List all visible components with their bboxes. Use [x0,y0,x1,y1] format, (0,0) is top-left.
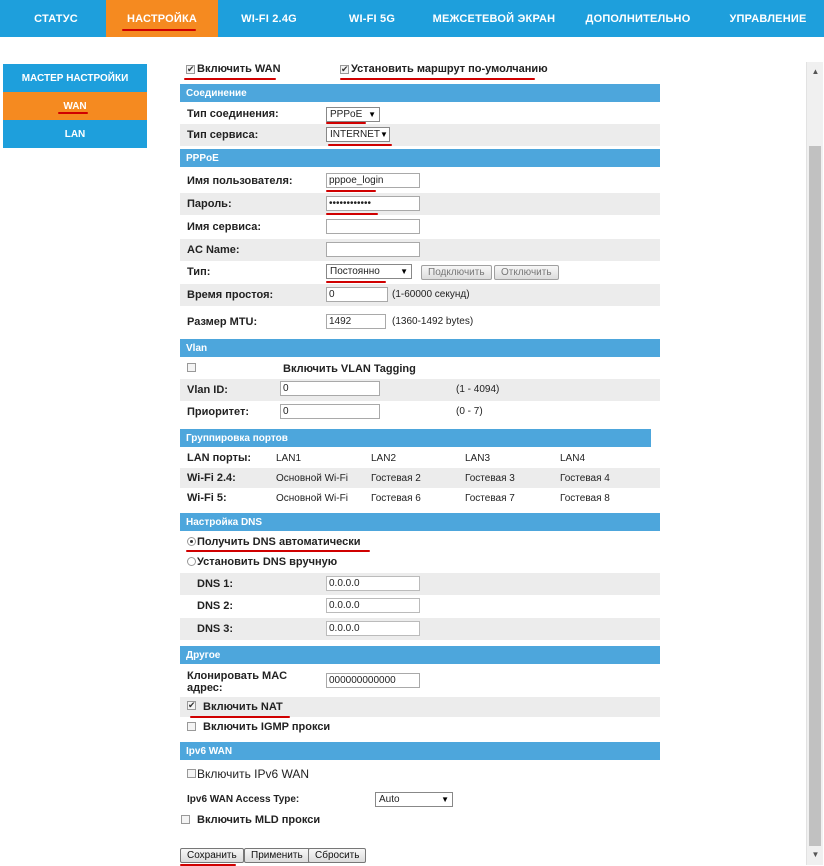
apply-button[interactable]: Применить [244,848,310,863]
scroll-down-arrow-icon[interactable]: ▼ [811,850,820,859]
service-type-select[interactable] [326,127,390,142]
service-type-value: INTERNET [330,129,380,140]
dns2-row [180,595,660,617]
default-route-checkbox[interactable]: ✔ [341,64,349,74]
section-dns: Настройка DNS [180,513,660,531]
nat-checkbox[interactable]: ✔ [188,700,196,710]
section-vlan: Vlan [180,339,660,357]
tab-management[interactable]: УПРАВЛЕНИЕ [729,12,807,25]
service-type-label: Тип сервиса: [187,129,259,141]
port-row-lan [180,448,660,468]
annotation-underline [186,550,370,552]
service-type-row [180,124,660,146]
tab-firewall[interactable]: МЕЖСЕТЕВОЙ ЭКРАН [432,12,556,25]
port-wifi24-guest4[interactable]: Гостевая 4 [560,472,610,484]
dns2-label: DNS 2: [197,600,234,612]
username-row [180,170,660,192]
port-wifi5-guest6[interactable]: Гостевая 6 [371,492,421,504]
pppoe-type-select[interactable] [326,264,412,279]
mac-clone-label-line2: адрес: [187,682,223,694]
dropdown-arrow-icon: ▼ [400,267,408,276]
igmp-row [180,717,660,737]
password-input[interactable]: •••••••••••• [326,196,420,211]
vlan-priority-row [180,401,660,423]
connection-type-row [180,103,660,125]
top-navigation [0,0,824,37]
dns-manual-radio[interactable] [187,557,196,566]
annotation-underline [184,78,276,80]
vlan-priority-label: Приоритет: [187,406,249,418]
service-name-label: Имя сервиса: [187,221,262,233]
username-label: Имя пользователя: [187,175,293,187]
dns-manual-row [180,553,660,573]
mtu-row [180,310,660,334]
annotation-underline [58,112,88,114]
reset-button[interactable]: Сбросить [308,848,366,863]
vlan-id-hint: (1 - 4094) [456,384,500,395]
dns3-input[interactable]: 0.0.0.0 [326,621,420,636]
pppoe-type-row [180,261,660,283]
connection-type-value: PPPoE [330,109,363,120]
igmp-checkbox[interactable] [187,722,196,731]
mtu-label: Размер MTU: [187,316,258,328]
scroll-up-arrow-icon[interactable]: ▲ [811,67,820,76]
ipv6-access-type-select[interactable] [375,792,453,807]
connection-type-label: Тип соединения: [187,108,279,120]
port-row-wifi24-label: Wi-Fi 2.4: [187,472,236,484]
mld-checkbox[interactable] [181,815,190,824]
username-input[interactable]: pppoe_login [326,173,420,188]
sidebar-item-lan[interactable]: LAN [3,120,147,148]
nat-row [180,697,660,717]
port-wifi5-main[interactable]: Основной Wi-Fi [276,492,348,504]
default-route-label: Установить маршрут по-умолчанию [351,63,548,75]
igmp-label: Включить IGMP прокси [203,721,331,733]
connection-type-select[interactable] [326,107,380,122]
annotation-underline [326,190,376,192]
tab-settings-label: НАСТРОЙКА [126,12,198,25]
dns-auto-row [180,533,660,553]
service-name-input[interactable] [326,219,420,234]
mld-row [180,810,660,832]
page-scrollbar[interactable] [806,62,823,865]
mtu-input[interactable]: 1492 [326,314,386,329]
port-row-wifi5-label: Wi-Fi 5: [187,492,227,504]
port-lan2[interactable]: LAN2 [371,452,397,464]
dns3-row [180,618,660,640]
mld-label: Включить MLD прокси [197,814,321,826]
ipv6-enable-label: Включить IPv6 WAN [197,767,310,781]
annotation-underline [340,78,535,80]
disconnect-button[interactable]: Отключить [494,265,559,280]
annotation-underline [326,213,378,215]
annotation-underline [328,144,392,146]
section-port-grouping: Группировка портов [180,429,651,447]
port-wifi24-guest3[interactable]: Гостевая 3 [465,472,515,484]
mtu-hint: (1360-1492 bytes) [392,316,474,327]
mac-clone-label-line1: Клонировать MAC [187,670,288,682]
vlan-id-input[interactable]: 0 [280,381,380,396]
sidebar-item-wan[interactable] [3,92,147,120]
nat-label: Включить NAT [203,701,283,713]
section-other: Другое [180,646,660,664]
ipv6-access-type-value: Auto [379,794,400,805]
pppoe-type-value: Постоянно [330,266,380,277]
pppoe-type-label: Тип: [187,266,211,278]
ipv6-access-type-row [180,788,660,810]
enable-wan-checkbox[interactable]: ✔ [187,64,195,74]
sidebar-item-wizard[interactable]: МАСТЕР НАСТРОЙКИ [3,64,147,92]
dns1-label: DNS 1: [197,578,234,590]
password-row [180,193,660,215]
tab-settings[interactable] [106,0,218,37]
idle-time-input[interactable]: 0 [326,287,388,302]
port-row-wifi24 [180,468,660,488]
sidebar-item-wan-label: WAN [63,100,87,112]
wan-enable-row [180,60,660,82]
save-button[interactable]: Сохранить [180,848,244,863]
dns3-label: DNS 3: [197,623,234,635]
dns-auto-label: Получить DNS автоматически [197,536,361,548]
sidebar [3,64,147,148]
mac-clone-row [180,666,660,696]
port-wifi24-main[interactable]: Основной Wi-Fi [276,472,348,484]
dns-manual-label: Установить DNS вручную [197,556,338,568]
vlan-id-label: Vlan ID: [187,384,228,396]
port-wifi5-guest7[interactable]: Гостевая 7 [465,492,515,504]
connect-button[interactable]: Подключить [421,265,492,280]
ac-name-label: AC Name: [187,244,240,256]
password-label: Пароль: [187,198,232,210]
scroll-thumb[interactable] [809,146,821,846]
tab-wifi-5[interactable]: WI-FI 5G [348,12,396,25]
vlan-tagging-label: Включить VLAN Tagging [283,363,416,375]
ac-name-input[interactable] [326,242,420,257]
ipv6-enable-checkbox[interactable] [187,769,196,778]
mac-clone-label [187,670,287,694]
dns2-input[interactable]: 0.0.0.0 [326,598,420,613]
idle-time-hint: (1-60000 секунд) [392,289,470,300]
port-wifi24-guest2[interactable]: Гостевая 2 [371,472,421,484]
annotation-underline [122,29,196,31]
vlan-priority-hint: (0 - 7) [456,406,483,417]
dropdown-arrow-icon: ▼ [380,130,388,139]
service-name-row [180,216,660,238]
port-lan4[interactable]: LAN4 [560,452,586,464]
dns-auto-radio[interactable] [187,537,196,546]
dns1-input[interactable]: 0.0.0.0 [326,576,420,591]
vlan-priority-input[interactable]: 0 [280,404,380,419]
vlan-tagging-checkbox[interactable] [187,363,196,372]
ac-name-row [180,239,660,261]
idle-time-label: Время простоя: [187,289,274,301]
enable-wan-label: Включить WAN [197,63,281,75]
port-row-wifi5 [180,488,660,508]
ipv6-access-type-label: Ipv6 WAN Access Type: [187,793,300,805]
section-pppoe: PPPoE [180,149,660,167]
ipv6-enable-row [180,763,660,785]
vlan-tagging-row [180,358,660,380]
tab-wifi-24[interactable]: WI-FI 2.4G [241,12,297,25]
dns1-row [180,573,660,595]
port-row-lan-label: LAN порты: [187,452,252,464]
section-connection: Соединение [180,84,660,102]
tab-advanced[interactable]: ДОПОЛНИТЕЛЬНО [585,12,691,25]
idle-time-row [180,284,660,306]
port-lan1[interactable]: LAN1 [276,452,302,464]
port-wifi5-guest8[interactable]: Гостевая 8 [560,492,610,504]
dropdown-arrow-icon: ▼ [441,795,449,804]
section-ipv6: Ipv6 WAN [180,742,660,760]
tab-status[interactable]: СТАТУС [34,12,78,25]
mac-address-input[interactable]: 000000000000 [326,673,420,688]
port-lan3[interactable]: LAN3 [465,452,491,464]
vlan-id-row [180,379,660,401]
dropdown-arrow-icon: ▼ [368,110,376,119]
annotation-underline [326,281,386,283]
